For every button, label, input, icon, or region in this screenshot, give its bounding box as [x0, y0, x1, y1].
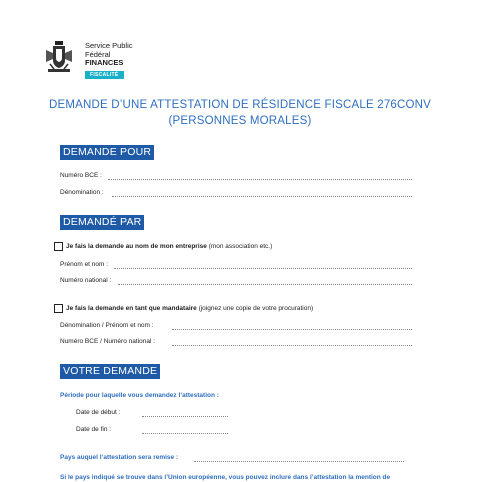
label-bce-national: Numéro BCE / Numéro national :	[60, 338, 156, 345]
section-heading-demande-pour: DEMANDE POUR	[60, 145, 154, 160]
coat-of-arms-icon	[44, 40, 74, 74]
checkbox-mandataire[interactable]	[54, 304, 63, 313]
option-entreprise-text: Je fais la demande au nom de mon entreprise (mon association etc.)	[66, 243, 273, 250]
label-date-debut: Date de début :	[76, 409, 121, 416]
input-bce-national[interactable]	[172, 345, 412, 346]
input-prenom-nom[interactable]	[114, 268, 412, 269]
input-pays[interactable]	[194, 461, 404, 462]
input-numero-bce[interactable]	[108, 179, 412, 180]
input-date-debut[interactable]	[142, 416, 228, 417]
input-denomination[interactable]	[112, 196, 412, 197]
document-title: DEMANDE D’UNE ATTESTATION DE RÉSIDENCE FISCALE 276CONV	[48, 99, 432, 111]
logo-block	[44, 38, 144, 82]
section-heading-demande-par: DEMANDÉ PAR	[60, 215, 144, 230]
label-numero-bce: Numéro BCE :	[60, 172, 102, 179]
organization-name: Service Public Fédéral FINANCES	[85, 41, 133, 68]
fiscalite-badge: FISCALITÉ	[85, 71, 124, 79]
label-pays: Pays auquel l’attestation sera remise :	[60, 454, 179, 461]
label-numero-national: Numéro national :	[60, 277, 112, 284]
label-denomination: Dénomination :	[60, 189, 104, 196]
label-periode: Période pour laquelle vous demandez l’attestation :	[60, 392, 219, 399]
section-heading-votre-demande: VOTRE DEMANDE	[60, 364, 160, 379]
label-denomination-prenom: Dénomination / Prénom et nom :	[60, 322, 154, 329]
input-numero-national[interactable]	[118, 284, 412, 285]
label-date-fin: Date de fin :	[76, 426, 112, 433]
label-prenom-nom: Prénom et nom :	[60, 261, 109, 268]
eu-note-text: Si le pays indiqué se trouve dans l’Union européenne, vous pouvez inclure dans l’attestation la mention de	[60, 474, 391, 481]
input-date-fin[interactable]	[142, 433, 228, 434]
document-subtitle: (PERSONNES MORALES)	[168, 115, 312, 127]
input-denomination-prenom[interactable]	[172, 329, 412, 330]
checkbox-entreprise[interactable]	[54, 242, 63, 251]
option-mandataire-text: Je fais la demande en tant que mandataire (joignez une copie de votre procuration)	[66, 305, 314, 312]
